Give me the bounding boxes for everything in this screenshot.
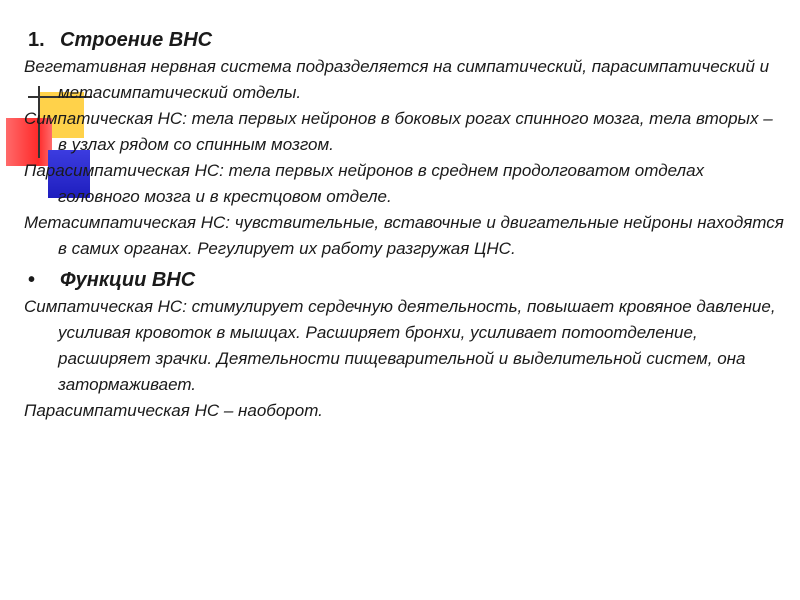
slide-content: [24, 26, 784, 424]
paragraph-ans-division: Вегетативная нервная система подразделяется на симпатический, парасимпатический и метасимпатический отделы.: [24, 57, 770, 102]
paragraph-sympathetic-structure: Симпатическая НС: тела первых нейронов в боковых рогах спинного мозга, тела вторых – в узлах рядом со спинным мозгом.: [24, 109, 773, 154]
paragraph-metasympathetic-structure: Метасимпатическая НС: чувствительные, вставочные и двигательные нейроны находятся в самих органах. Регулирует их работу разгружая ЦНС.: [24, 213, 784, 258]
section-heading-functions: [28, 266, 784, 294]
list-number: 1.: [28, 29, 45, 51]
section-heading-structure: [28, 26, 784, 54]
section-title: Строение ВНС: [60, 29, 213, 51]
paragraph-parasympathetic-structure: Парасимпатическая НС: тела первых нейронов в среднем продолговатом отделах головного мозга и в крестцовом отделе.: [24, 161, 705, 206]
bullet-icon: •: [28, 269, 36, 291]
section-title: Функции ВНС: [60, 269, 196, 291]
paragraph-sympathetic-functions: Симпатическая НС: стимулирует сердечную деятельность, повышает кровяное давление, усиливая кровоток в мышцах. Расширяет бронхи, усиливает потоотделение, расширяет зрачки. Деятельности пищеварительной и выделительной систем, она затормаживает.: [24, 297, 776, 394]
paragraph-parasympathetic-functions: Парасимпатическая НС – наоборот.: [24, 401, 323, 420]
